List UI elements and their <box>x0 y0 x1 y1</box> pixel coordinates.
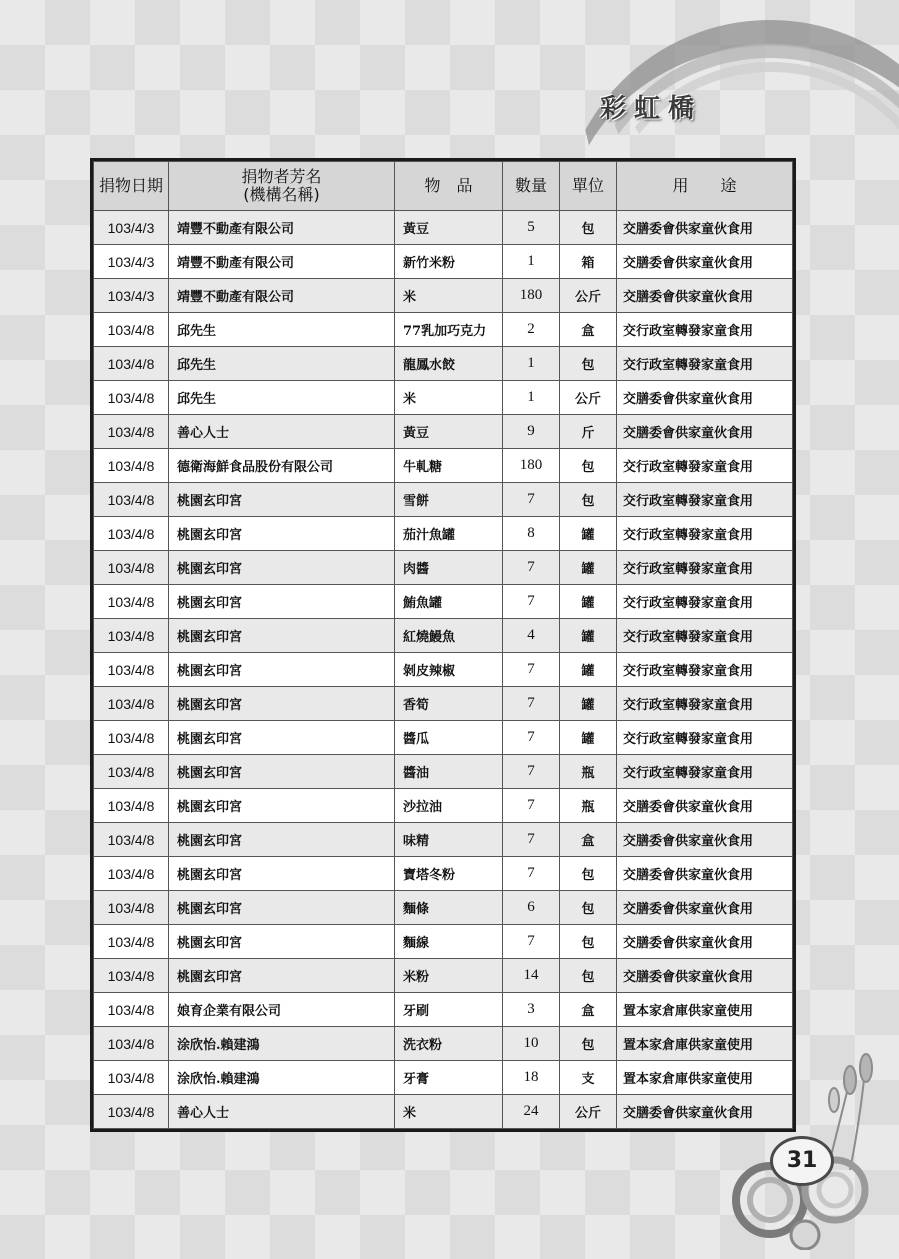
table-row <box>94 925 793 959</box>
table-row <box>94 721 793 755</box>
cell-donor: 靖豐不動產有限公司 <box>169 245 395 279</box>
cell-date: 103/4/8 <box>94 619 169 653</box>
cell-item: 77乳加巧克力 <box>395 313 503 347</box>
cell-item: 香筍 <box>395 687 503 721</box>
cell-date: 103/4/8 <box>94 313 169 347</box>
cell-item: 洗衣粉 <box>395 1027 503 1061</box>
table-row <box>94 313 793 347</box>
cell-use: 交膳委會供家童伙食用 <box>617 823 793 857</box>
cell-use: 置本家倉庫供家童使用 <box>617 993 793 1027</box>
cell-date: 103/4/8 <box>94 449 169 483</box>
cell-unit: 罐 <box>560 721 617 755</box>
cell-date: 103/4/8 <box>94 993 169 1027</box>
cell-donor: 桃園玄印宮 <box>169 653 395 687</box>
table-row <box>94 245 793 279</box>
column-header-quantity: 數量 <box>503 162 560 211</box>
cell-unit: 盒 <box>560 993 617 1027</box>
cell-quantity: 7 <box>503 551 560 585</box>
cell-quantity: 7 <box>503 585 560 619</box>
cell-date: 103/4/3 <box>94 279 169 313</box>
cell-item: 肉醬 <box>395 551 503 585</box>
donation-table-container <box>90 158 796 1132</box>
cell-use: 交行政室轉發家童食用 <box>617 653 793 687</box>
cell-use: 交行政室轉發家童食用 <box>617 483 793 517</box>
cell-donor: 靖豐不動產有限公司 <box>169 211 395 245</box>
table-row <box>94 823 793 857</box>
table-row <box>94 517 793 551</box>
cell-donor: 邱先生 <box>169 313 395 347</box>
cell-quantity: 5 <box>503 211 560 245</box>
table-row <box>94 415 793 449</box>
cell-use: 交行政室轉發家童食用 <box>617 347 793 381</box>
cell-donor: 邱先生 <box>169 347 395 381</box>
cell-use: 交膳委會供家童伙食用 <box>617 1095 793 1129</box>
cell-item: 紅燒鰻魚 <box>395 619 503 653</box>
cell-unit: 包 <box>560 891 617 925</box>
cell-unit: 包 <box>560 211 617 245</box>
cell-item: 茄汁魚罐 <box>395 517 503 551</box>
cell-use: 交膳委會供家童伙食用 <box>617 415 793 449</box>
cell-use: 交行政室轉發家童食用 <box>617 619 793 653</box>
cell-date: 103/4/8 <box>94 415 169 449</box>
cell-date: 103/4/8 <box>94 381 169 415</box>
cell-use: 交膳委會供家童伙食用 <box>617 211 793 245</box>
cell-use: 交膳委會供家童伙食用 <box>617 789 793 823</box>
cell-quantity: 7 <box>503 483 560 517</box>
cell-unit: 包 <box>560 925 617 959</box>
cell-item: 黃豆 <box>395 415 503 449</box>
table-row <box>94 551 793 585</box>
cell-date: 103/4/8 <box>94 959 169 993</box>
cell-quantity: 9 <box>503 415 560 449</box>
cell-item: 雪餅 <box>395 483 503 517</box>
cell-use: 交膳委會供家童伙食用 <box>617 279 793 313</box>
cell-date: 103/4/8 <box>94 721 169 755</box>
table-row <box>94 959 793 993</box>
table-row <box>94 585 793 619</box>
cell-item: 剝皮辣椒 <box>395 653 503 687</box>
cell-unit: 公斤 <box>560 279 617 313</box>
cell-donor: 德衛海鮮食品股份有限公司 <box>169 449 395 483</box>
cell-quantity: 24 <box>503 1095 560 1129</box>
cell-date: 103/4/8 <box>94 891 169 925</box>
cell-quantity: 2 <box>503 313 560 347</box>
cell-item: 黃豆 <box>395 211 503 245</box>
cell-use: 交行政室轉發家童食用 <box>617 313 793 347</box>
cell-unit: 公斤 <box>560 381 617 415</box>
table-row <box>94 211 793 245</box>
cell-quantity: 180 <box>503 449 560 483</box>
cell-donor: 桃園玄印宮 <box>169 721 395 755</box>
table-row <box>94 653 793 687</box>
cell-quantity: 7 <box>503 857 560 891</box>
cell-donor: 邱先生 <box>169 381 395 415</box>
cell-use: 交行政室轉發家童食用 <box>617 721 793 755</box>
cell-unit: 盒 <box>560 823 617 857</box>
cell-unit: 罐 <box>560 653 617 687</box>
table-row <box>94 755 793 789</box>
cell-use: 交膳委會供家童伙食用 <box>617 925 793 959</box>
table-header-row <box>94 162 793 211</box>
cell-quantity: 7 <box>503 925 560 959</box>
cell-date: 103/4/8 <box>94 1061 169 1095</box>
table-body <box>94 211 793 1129</box>
cell-item: 米 <box>395 1095 503 1129</box>
table-row <box>94 381 793 415</box>
cell-donor: 桃園玄印宮 <box>169 857 395 891</box>
cell-date: 103/4/8 <box>94 823 169 857</box>
cell-unit: 包 <box>560 857 617 891</box>
table-row <box>94 1027 793 1061</box>
cell-use: 交膳委會供家童伙食用 <box>617 891 793 925</box>
donation-table <box>93 161 793 1129</box>
cell-date: 103/4/8 <box>94 347 169 381</box>
page-number: 31 <box>770 1136 834 1186</box>
cell-item: 米 <box>395 381 503 415</box>
cell-use: 置本家倉庫供家童使用 <box>617 1027 793 1061</box>
cell-unit: 罐 <box>560 687 617 721</box>
cell-quantity: 4 <box>503 619 560 653</box>
cell-quantity: 7 <box>503 823 560 857</box>
cell-date: 103/4/8 <box>94 483 169 517</box>
cell-quantity: 8 <box>503 517 560 551</box>
table-row <box>94 993 793 1027</box>
cell-item: 新竹米粉 <box>395 245 503 279</box>
table-row <box>94 687 793 721</box>
cell-donor: 靖豐不動產有限公司 <box>169 279 395 313</box>
cell-unit: 包 <box>560 483 617 517</box>
cell-quantity: 18 <box>503 1061 560 1095</box>
table-row <box>94 857 793 891</box>
table-row <box>94 619 793 653</box>
cell-use: 交膳委會供家童伙食用 <box>617 959 793 993</box>
cell-donor: 善心人士 <box>169 1095 395 1129</box>
cell-unit: 罐 <box>560 619 617 653</box>
cell-date: 103/4/8 <box>94 755 169 789</box>
cell-unit: 公斤 <box>560 1095 617 1129</box>
cell-date: 103/4/8 <box>94 687 169 721</box>
cell-unit: 包 <box>560 347 617 381</box>
cell-donor: 娘育企業有限公司 <box>169 993 395 1027</box>
page-title: 彩虹橋 <box>600 94 703 124</box>
cell-unit: 罐 <box>560 517 617 551</box>
cell-item: 醬油 <box>395 755 503 789</box>
cell-quantity: 1 <box>503 347 560 381</box>
cell-quantity: 7 <box>503 789 560 823</box>
cell-quantity: 14 <box>503 959 560 993</box>
cell-date: 103/4/3 <box>94 211 169 245</box>
cell-unit: 包 <box>560 1027 617 1061</box>
cell-date: 103/4/8 <box>94 925 169 959</box>
cell-use: 交行政室轉發家童食用 <box>617 551 793 585</box>
cell-unit: 罐 <box>560 585 617 619</box>
cell-use: 交行政室轉發家童食用 <box>617 449 793 483</box>
cell-use: 交膳委會供家童伙食用 <box>617 381 793 415</box>
cell-date: 103/4/8 <box>94 789 169 823</box>
cell-donor: 桃園玄印宮 <box>169 789 395 823</box>
cell-date: 103/4/8 <box>94 1027 169 1061</box>
cell-date: 103/4/8 <box>94 1095 169 1129</box>
cell-date: 103/4/8 <box>94 653 169 687</box>
table-row <box>94 891 793 925</box>
cell-item: 米粉 <box>395 959 503 993</box>
cell-item: 牙膏 <box>395 1061 503 1095</box>
cell-donor: 桃園玄印宮 <box>169 925 395 959</box>
cell-quantity: 180 <box>503 279 560 313</box>
cell-item: 牙刷 <box>395 993 503 1027</box>
cell-item: 麵條 <box>395 891 503 925</box>
cell-unit: 支 <box>560 1061 617 1095</box>
cell-donor: 涂欣怡.賴建鴻 <box>169 1061 395 1095</box>
cell-quantity: 10 <box>503 1027 560 1061</box>
table-row <box>94 1095 793 1129</box>
cell-item: 米 <box>395 279 503 313</box>
cell-item: 麵線 <box>395 925 503 959</box>
cell-donor: 桃園玄印宮 <box>169 959 395 993</box>
cell-item: 鮪魚罐 <box>395 585 503 619</box>
cell-item: 沙拉油 <box>395 789 503 823</box>
column-header-unit: 單位 <box>560 162 617 211</box>
cell-item: 龍鳳水餃 <box>395 347 503 381</box>
cell-date: 103/4/8 <box>94 857 169 891</box>
cell-quantity: 7 <box>503 755 560 789</box>
cell-item: 寶塔冬粉 <box>395 857 503 891</box>
table-row <box>94 789 793 823</box>
cell-donor: 桃園玄印宮 <box>169 687 395 721</box>
cell-date: 103/4/8 <box>94 585 169 619</box>
cell-unit: 包 <box>560 449 617 483</box>
cell-use: 交行政室轉發家童食用 <box>617 755 793 789</box>
table-row <box>94 347 793 381</box>
cell-unit: 瓶 <box>560 755 617 789</box>
cell-item: 醬瓜 <box>395 721 503 755</box>
column-header-donor: 捐物者芳名 (機構名稱) <box>169 162 395 211</box>
cell-use: 交行政室轉發家童食用 <box>617 517 793 551</box>
cell-donor: 桃園玄印宮 <box>169 551 395 585</box>
table-row <box>94 449 793 483</box>
cell-unit: 盒 <box>560 313 617 347</box>
cell-donor: 桃園玄印宮 <box>169 585 395 619</box>
cell-quantity: 1 <box>503 245 560 279</box>
cell-item: 味精 <box>395 823 503 857</box>
cell-use: 交行政室轉發家童食用 <box>617 585 793 619</box>
cell-unit: 瓶 <box>560 789 617 823</box>
cell-date: 103/4/3 <box>94 245 169 279</box>
cell-quantity: 7 <box>503 721 560 755</box>
cell-donor: 桃園玄印宮 <box>169 619 395 653</box>
cell-quantity: 7 <box>503 653 560 687</box>
table-row <box>94 279 793 313</box>
table-row <box>94 483 793 517</box>
cell-use: 交膳委會供家童伙食用 <box>617 857 793 891</box>
cell-use: 置本家倉庫供家童使用 <box>617 1061 793 1095</box>
cell-quantity: 7 <box>503 687 560 721</box>
cell-quantity: 6 <box>503 891 560 925</box>
cell-donor: 桃園玄印宮 <box>169 517 395 551</box>
column-header-item: 物 品 <box>395 162 503 211</box>
cell-date: 103/4/8 <box>94 517 169 551</box>
cell-unit: 罐 <box>560 551 617 585</box>
cell-donor: 桃園玄印宮 <box>169 483 395 517</box>
cell-unit: 斤 <box>560 415 617 449</box>
cell-quantity: 1 <box>503 381 560 415</box>
cell-quantity: 3 <box>503 993 560 1027</box>
column-header-date: 捐物日期 <box>94 162 169 211</box>
cell-item: 牛軋糖 <box>395 449 503 483</box>
cell-unit: 箱 <box>560 245 617 279</box>
cell-use: 交行政室轉發家童食用 <box>617 687 793 721</box>
cell-use: 交膳委會供家童伙食用 <box>617 245 793 279</box>
cell-unit: 包 <box>560 959 617 993</box>
cell-donor: 涂欣怡.賴建鴻 <box>169 1027 395 1061</box>
cell-donor: 桃園玄印宮 <box>169 891 395 925</box>
cell-donor: 善心人士 <box>169 415 395 449</box>
cell-donor: 桃園玄印宮 <box>169 755 395 789</box>
cell-date: 103/4/8 <box>94 551 169 585</box>
table-row <box>94 1061 793 1095</box>
column-header-use: 用 途 <box>617 162 793 211</box>
cell-donor: 桃園玄印宮 <box>169 823 395 857</box>
